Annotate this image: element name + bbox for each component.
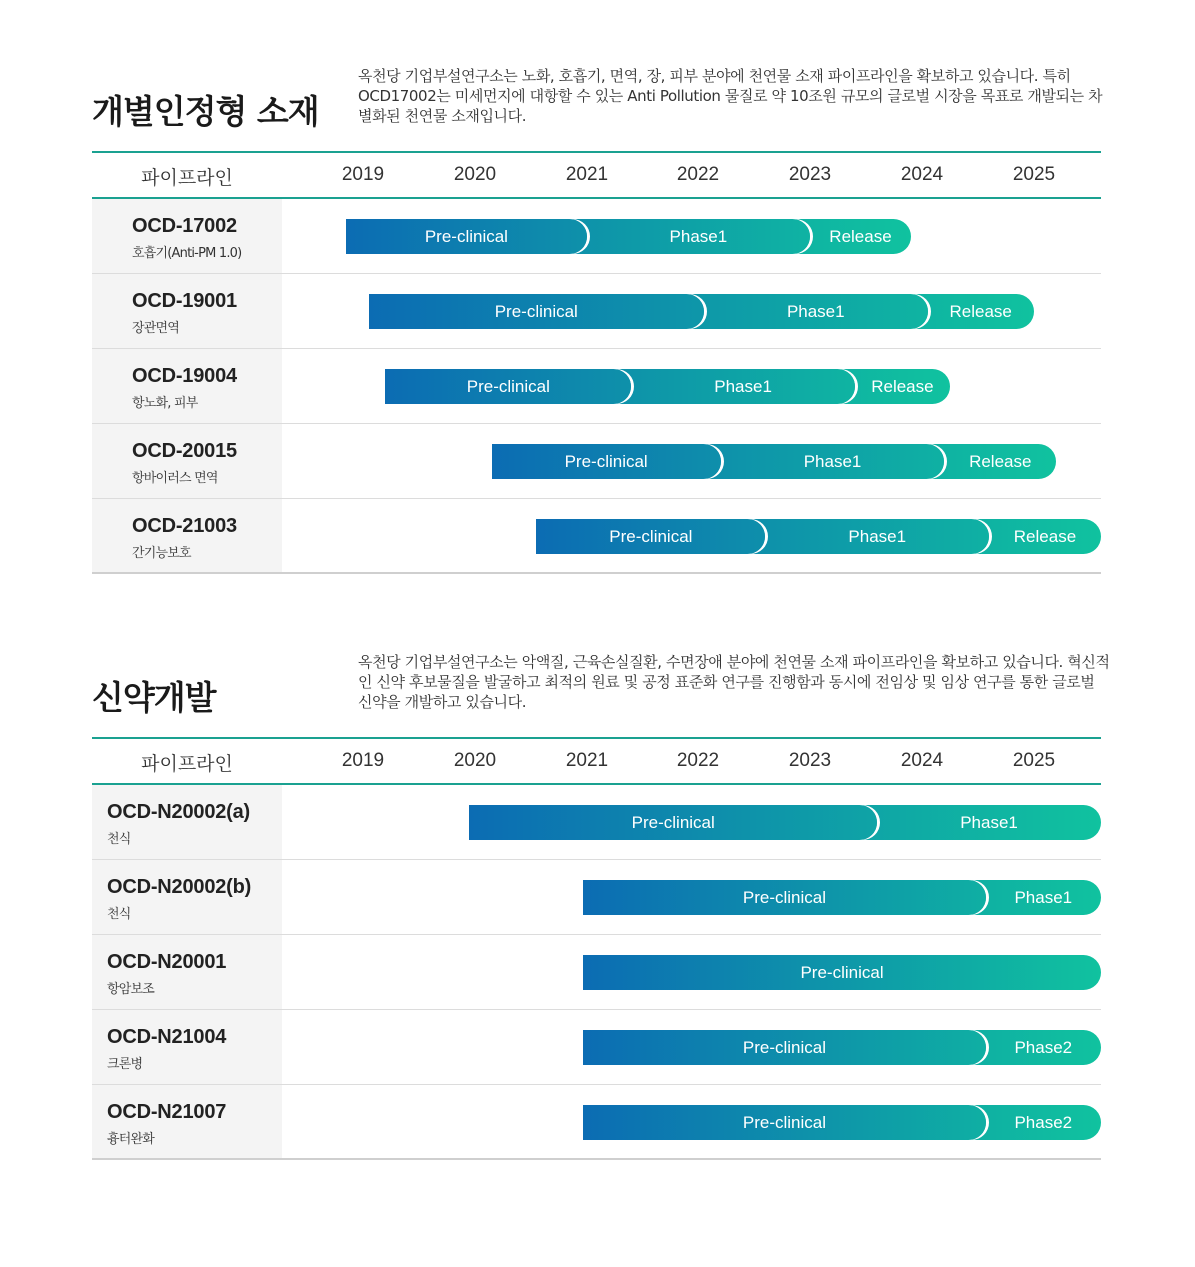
header-pipeline-label: 파이프라인 — [141, 753, 233, 775]
phase-bar-phase1 — [707, 444, 945, 479]
section-description: 옥천당 기업부설연구소는 노화, 호흡기, 면역, 장, 피부 분야에 천연물 소재 파이프라인을 확보하고 있습니다. 특히 OCD17002는 미세먼지에 대항할 수 있는 Anti Pollution 물질로 약 10조원 규모의 글로벌 시장을 목표로 개발되는 차별화된 천연물 소재입니다. — [358, 67, 1103, 125]
header-year: 2024 — [900, 164, 944, 185]
pipeline-code: OCD-21003 — [132, 515, 237, 537]
phase-bar-phase1 — [690, 294, 928, 329]
table-header — [92, 737, 1101, 785]
timeline-bars — [92, 860, 1101, 934]
header-year: 2021 — [565, 750, 609, 771]
header-year: 2023 — [788, 164, 832, 185]
header-year: 2022 — [676, 750, 720, 771]
pipeline-indication: 천식 — [107, 832, 131, 847]
header-year: 2020 — [453, 164, 497, 185]
timeline-bars — [92, 935, 1101, 1009]
phase-label: Pre-clinical — [564, 451, 648, 471]
header-year: 2024 — [900, 750, 944, 771]
phase-label: Pre-clinical — [424, 226, 508, 246]
phase-bar-release — [975, 519, 1101, 554]
phase-label: Phase1 — [669, 226, 728, 246]
pipeline-rows — [92, 785, 1101, 1160]
phase-label: Phase1 — [960, 812, 1018, 832]
phase-label: Phase1 — [1014, 887, 1073, 907]
phase-bar-pre-clinical — [583, 1030, 985, 1065]
phase-bar-release — [914, 294, 1034, 329]
pipeline-indication: 호흡기(Anti-PM 1.0) — [132, 246, 242, 261]
phase-bar-phase1 — [863, 805, 1101, 840]
phase-bar-release — [796, 219, 911, 254]
section-title: 신약개발 — [92, 678, 216, 717]
header-year: 2023 — [788, 750, 832, 771]
phase-label: Release — [949, 301, 1012, 321]
phase-bar-pre-clinical — [583, 880, 985, 915]
pipeline-indication: 간기능보호 — [132, 546, 191, 561]
pipeline-code: OCD-17002 — [132, 215, 237, 237]
phase-label: Pre-clinical — [742, 1037, 827, 1057]
pipeline-code: OCD-N21007 — [107, 1101, 227, 1123]
phase-bar-pre-clinical — [583, 1105, 985, 1140]
phase-label: Pre-clinical — [609, 526, 693, 546]
phase-label: Pre-clinical — [742, 1112, 827, 1132]
phase-label: Phase1 — [803, 451, 862, 471]
phase-label: Pre-clinical — [466, 376, 550, 396]
pipeline-code: OCD-N21004 — [107, 1026, 227, 1048]
pipeline-indication: 항노화, 피부 — [132, 396, 198, 411]
table-row — [92, 1010, 1101, 1085]
phase-bar-pre-clinical — [583, 955, 1101, 990]
phase-label: Pre-clinical — [631, 812, 715, 832]
phase-label: Phase2 — [1014, 1112, 1073, 1132]
pipeline-code: OCD-19001 — [132, 290, 237, 312]
phase-bar-pre-clinical — [369, 294, 704, 329]
phase-bar-pre-clinical — [385, 369, 631, 404]
phase-bar-phase1 — [751, 519, 989, 554]
phase-label: Pre-clinical — [800, 962, 884, 982]
table-row — [92, 785, 1101, 860]
timeline-bars — [92, 1085, 1101, 1158]
phase-bar-pre-clinical — [536, 519, 765, 554]
phase-bar-phase1 — [573, 219, 811, 254]
phase-bar-pre-clinical — [469, 805, 877, 840]
phase-label: Phase2 — [1014, 1037, 1073, 1057]
phase-bar-phase1 — [972, 880, 1101, 915]
header-year: 2020 — [453, 750, 497, 771]
pipeline-indication: 항암보조 — [107, 982, 155, 997]
phase-bar-phase1 — [617, 369, 855, 404]
phase-label: Release — [871, 376, 934, 396]
pipeline-code: OCD-N20002(b) — [107, 876, 252, 898]
phase-bar-release — [930, 444, 1056, 479]
pipeline-code: OCD-N20001 — [107, 951, 227, 973]
pipeline-indication: 장관면역 — [132, 321, 180, 336]
phase-label: Release — [969, 451, 1032, 471]
phase-bar-pre-clinical — [492, 444, 721, 479]
header-pipeline-label: 파이프라인 — [141, 167, 233, 189]
section-description: 옥천당 기업부설연구소는 악액질, 근육손실질환, 수면장애 분야에 천연물 소재 파이프라인을 확보하고 있습니다. 혁신적인 신약 후보물질을 발굴하고 최적의 원료 및 공정 표준화 연구를 진행함과 동시에 전임상 및 임상 연구를 통한 글로벌 신약을 개발하고 있습니다. — [358, 653, 1110, 711]
pipeline-code: OCD-20015 — [132, 440, 237, 462]
table-row — [92, 935, 1101, 1010]
pipeline-code: OCD-N20002(a) — [107, 801, 251, 823]
table-row — [92, 860, 1101, 935]
pipeline-indication: 흉터완화 — [107, 1132, 155, 1147]
phase-label: Release — [829, 226, 892, 246]
section-title: 개별인정형 소재 — [92, 92, 319, 131]
phase-bar-pre-clinical — [346, 219, 586, 254]
header-year: 2019 — [341, 750, 385, 771]
header-year: 2025 — [1012, 164, 1056, 185]
phase-label: Phase1 — [786, 301, 845, 321]
table-row — [92, 1085, 1101, 1160]
pipeline-indication: 크론병 — [107, 1057, 143, 1072]
phase-bar-phase2 — [972, 1105, 1101, 1140]
timeline-bars — [92, 785, 1101, 859]
header-year: 2025 — [1012, 750, 1056, 771]
pipeline-code: OCD-19004 — [132, 365, 237, 387]
phase-label: Release — [1013, 526, 1077, 546]
phase-label: Phase1 — [848, 526, 907, 546]
phase-bar-phase2 — [972, 1030, 1101, 1065]
phase-bar-release — [841, 369, 950, 404]
timeline-bars — [92, 1010, 1101, 1084]
phase-label: Pre-clinical — [742, 887, 827, 907]
phase-label: Pre-clinical — [494, 301, 578, 321]
pipeline-table — [92, 737, 1101, 1160]
phase-label: Phase1 — [714, 376, 772, 396]
pipeline-indication: 천식 — [107, 907, 131, 922]
pipeline-indication: 항바이러스 면역 — [132, 471, 218, 486]
header-year: 2021 — [565, 164, 609, 185]
header-year: 2019 — [341, 164, 385, 185]
header-year: 2022 — [676, 164, 720, 185]
